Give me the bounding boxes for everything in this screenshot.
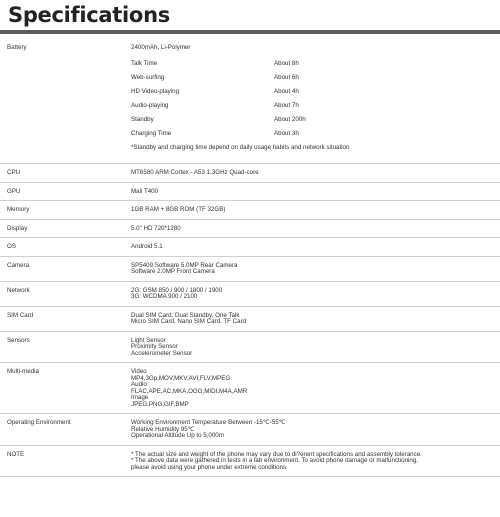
battery-row	[131, 86, 306, 100]
spec-value-line: MP4,3Gp,MOV,MKV,AVI,FLV,MPEG	[131, 374, 231, 382]
spec-label: NOTE	[0, 445, 130, 477]
spec-value-line: 2G: GSM 850 / 900 / 1800 / 1900	[131, 286, 223, 294]
spec-row-battery	[0, 34, 500, 164]
spec-value-line: Mali T400	[131, 187, 159, 195]
spec-value-line: Working Environment Temperature Between -15℃-55℃	[131, 419, 286, 426]
spec-value-line: * The actual size and weight of the phone may vary due to di?erent specifications and assembly tolerance.	[131, 450, 422, 458]
battery-duration: About 6h	[274, 74, 299, 82]
spec-label: Camera	[0, 256, 130, 281]
battery-metric: Audio-playing	[131, 102, 169, 110]
spec-row-cpu	[0, 164, 500, 183]
spec-row-network	[0, 281, 500, 306]
spec-row-gpu	[0, 182, 500, 201]
spec-value	[130, 414, 500, 446]
spec-value	[130, 201, 500, 220]
spec-row-memory	[0, 201, 500, 220]
spec-label: Display	[0, 219, 130, 238]
battery-row	[131, 128, 306, 142]
spec-value	[130, 164, 500, 183]
page-title: Specifications	[0, 0, 500, 34]
spec-value-line: FLAC,APE,AC,MKA,OGG,MIDI,M4A,AMR	[131, 387, 248, 395]
spec-value-line: Video	[131, 368, 147, 375]
battery-note: *Standby and charging time depend on daily usage habits and network situation	[131, 143, 350, 151]
battery-duration: About 8h	[274, 60, 299, 68]
spec-label: Network	[0, 281, 130, 306]
battery-row	[131, 114, 306, 128]
spec-value-line: 3G: WCDMA 900 / 2100	[131, 293, 198, 300]
spec-value-line: Dual SIM Card, Dual Standby, One Talk	[131, 311, 240, 319]
battery-duration: About 7h	[274, 102, 299, 110]
spec-value-line: Accelerometer Sensor	[131, 349, 193, 357]
spec-value	[130, 256, 500, 281]
battery-metric: Charging Time	[131, 130, 172, 138]
battery-metric: Talk Time	[131, 60, 158, 68]
battery-metric: Standby	[131, 116, 154, 124]
spec-value	[130, 306, 500, 331]
specifications-table	[0, 34, 500, 477]
spec-value-line: please avoid using your phone under extreme conditions	[131, 463, 287, 471]
spec-value-line: * The above data were gathered in tests in a lab environment. To avoid phone damage or malfunctioning,	[131, 457, 418, 464]
spec-value-line: 1GB RAM + 8GB ROM (TF 32GB)	[131, 206, 226, 213]
battery-metric: HD Video-playing	[131, 88, 180, 96]
spec-value-line: Micro SIM Card, Nano SIM Card, TF Card	[131, 318, 247, 325]
spec-row-camera	[0, 256, 500, 281]
spec-label: Sensors	[0, 331, 130, 363]
spec-row-note	[0, 445, 500, 477]
spec-value-line: Light Sensor	[131, 336, 166, 344]
spec-label: GPU	[0, 182, 130, 201]
spec-row-sensors	[0, 331, 500, 363]
battery-summary: 2400mAh, Li-Polymer	[131, 44, 191, 51]
spec-value	[130, 445, 500, 477]
spec-value-line: MT6580 ARM Cortex - A53 1.3GHz Quad-core	[131, 169, 259, 176]
spec-value-line: Software 2.0MP Front Camera	[131, 268, 215, 275]
spec-label: Multi-media	[0, 363, 130, 414]
spec-value	[130, 363, 500, 414]
spec-row-os	[0, 238, 500, 257]
spec-value-line: Operational Altitude Up to 5,000m	[131, 432, 224, 439]
battery-row	[131, 100, 306, 114]
spec-value	[130, 281, 500, 306]
spec-row-display	[0, 219, 500, 238]
battery-life-table	[131, 58, 306, 142]
spec-value-line: Android 5.1	[131, 243, 163, 250]
spec-label: Memory	[0, 201, 130, 220]
battery-metric: Web-surfing	[131, 74, 165, 82]
spec-value-line: JPEG,PNG,GIF,BMP	[131, 400, 189, 408]
battery-row	[131, 58, 306, 72]
spec-label: Battery	[0, 34, 130, 164]
spec-value	[130, 219, 500, 238]
battery-duration: About 4h	[274, 88, 299, 96]
battery-duration: About 200h	[274, 116, 306, 124]
spec-row-operating-environment	[0, 414, 500, 446]
battery-row	[131, 72, 306, 86]
spec-value-line: 5.0" HD 720*1280	[131, 224, 181, 232]
spec-row-multi-media	[0, 363, 500, 414]
battery-duration: About 3h	[274, 130, 299, 138]
spec-value	[130, 34, 500, 164]
spec-label: SIM Card	[0, 306, 130, 331]
spec-value-line: Audio	[131, 381, 147, 388]
spec-value-line: Proximity Sensor	[131, 343, 178, 350]
spec-label: OS	[0, 238, 130, 257]
spec-value-line: Image	[131, 394, 149, 401]
spec-value-line: SP5409 Software 5.0MP Rear Camera	[131, 261, 238, 269]
spec-value	[130, 182, 500, 201]
spec-label: CPU	[0, 164, 130, 183]
spec-value	[130, 331, 500, 363]
spec-value-line: Relative Humidity 95℃	[131, 425, 195, 433]
spec-value	[130, 238, 500, 257]
spec-label: Operating Environment	[0, 414, 130, 446]
spec-row-sim-card	[0, 306, 500, 331]
